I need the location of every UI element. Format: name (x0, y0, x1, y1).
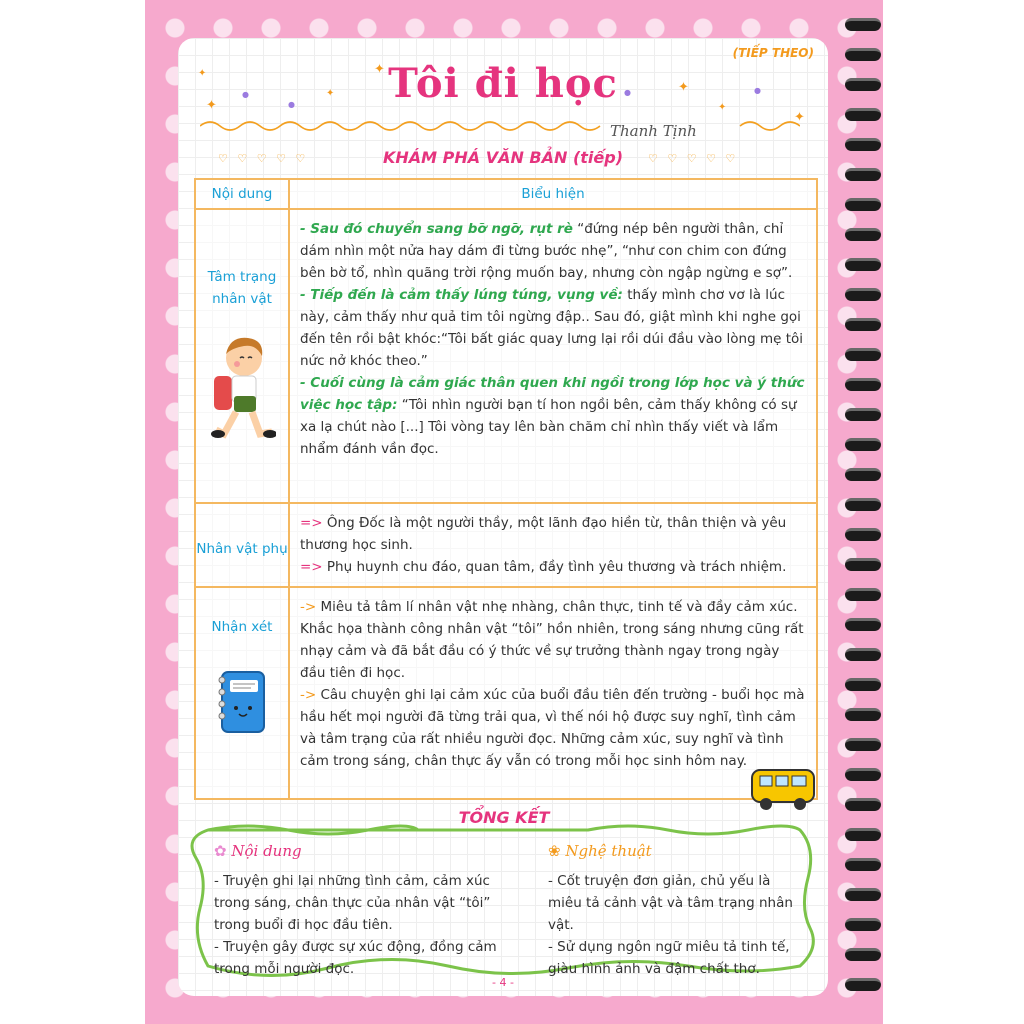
row-label: Nhân vật phụ (196, 541, 288, 557)
dot-icon: ● (624, 88, 631, 97)
dot-icon: ● (754, 86, 761, 95)
summary-line: - Cốt truyện đơn giản, chủ yếu là miêu tả cảnh vật và tâm trạng nhân vật. (548, 873, 793, 933)
binding-ring (845, 48, 881, 61)
art-text (548, 870, 798, 980)
binding-ring (845, 408, 881, 421)
paragraph-lead: - Cuối cùng là cảm giác thân quen khi ngồi trong lớp học và ý thức việc học tập: (300, 375, 805, 413)
paragraph-text: Ông Đốc là một người thầy, một lãnh đạo hiền từ, thân thiện và yêu thương học sinh. (300, 515, 787, 553)
paragraph-lead: - Tiếp đến là cảm thấy lúng túng, vụng về: (300, 287, 623, 303)
column-header: Biểu hiện (289, 179, 817, 209)
schoolboy-illustration (210, 330, 276, 450)
content-heading-label: Nội dung (231, 842, 302, 860)
paragraph-lead: -> (300, 687, 317, 703)
paragraph-text: “đứng nép bên người thân, chỉ dám nhìn một nửa hay dám đi từng bước nhẹ”, “như con chim con đứng bên bờ tổ, nhìn quãng trời rộng muốn bay, nhưng còn ngập ngừng e sợ”. (300, 221, 793, 281)
row-content-cell (289, 503, 817, 587)
squiggle-divider (200, 118, 800, 134)
content-paragraph (300, 284, 808, 372)
content-paragraph (300, 372, 808, 460)
binding-ring (845, 978, 881, 991)
summary-line: - Truyện gây được sự xúc động, đồng cảm trong mỗi người đọc. (214, 939, 497, 977)
dot-icon: ● (288, 100, 295, 109)
row-content-cell (289, 209, 817, 503)
binding-ring (845, 168, 881, 181)
table-row (195, 503, 817, 587)
binding-ring (845, 498, 881, 511)
binding-ring (845, 288, 881, 301)
section-title: KHÁM PHÁ VĂN BẢN (tiếp) (382, 148, 624, 167)
paragraph-text: Miêu tả tâm lí nhân vật nhẹ nhàng, chân thực, tinh tế và đầy cảm xúc. Khắc họa thành công nhân vật “tôi” hồn nhiên, trong sáng nhưng cũng rất nhạy cảm và đã bắt đầu có ý thức về sự trưởng thành ngay trong ngày đầu tiên đi học. (300, 599, 804, 681)
binding-ring (845, 768, 881, 781)
hearts-decoration-right: ♡ ♡ ♡ ♡ ♡ (648, 152, 739, 165)
binding-ring (845, 438, 881, 451)
author-name: Thanh Tịnh (610, 122, 697, 140)
summary-line: - Truyện ghi lại những tình cảm, cảm xúc trong sáng, chân thực của nhân vật “tôi” trong buổi đi học đầu tiên. (214, 873, 491, 933)
hearts-decoration-left: ♡ ♡ ♡ ♡ ♡ (218, 152, 309, 165)
sparkle-icon: ✦ (326, 88, 335, 99)
binding-ring (845, 198, 881, 211)
content-text (214, 870, 504, 980)
page-number: - 4 - (492, 976, 514, 989)
binding-ring (845, 648, 881, 661)
binding-ring (845, 138, 881, 151)
row-label-cell (195, 503, 289, 587)
summary-box (188, 808, 820, 986)
flower-icon: ✿ (214, 842, 227, 860)
content-table (194, 178, 818, 800)
row-label: Tâm trạng nhân vật (207, 269, 277, 307)
binding-ring (845, 828, 881, 841)
paragraph-text: Phụ huynh chu đáo, quan tâm, đầy tình yêu thương và trách nhiệm. (322, 559, 787, 575)
content-paragraph (300, 556, 808, 578)
school-bus-illustration (750, 766, 818, 812)
binding-ring (845, 348, 881, 361)
sparkle-icon: ✦ (678, 80, 689, 95)
binding-ring (845, 588, 881, 601)
row-label: Nhận xét (211, 619, 273, 635)
binding-ring (845, 108, 881, 121)
summary-line: - Sử dụng ngôn ngữ miêu tả tinh tế, giàu hình ảnh và đậm chất thơ. (548, 939, 790, 977)
paragraph-text: Câu chuyện ghi lại cảm xúc của buổi đầu tiên đến trường - buổi học mà hầu hết mọi người đã từng trải qua, vì thế nói hộ được suy nghĩ, tình cảm và tâm trạng của rất nhiều người đọc. Những cảm xúc, suy nghĩ và tình cảm trong sáng, chân thực ấy vẫn có trong mỗi học sinh hôm nay. (300, 687, 805, 769)
binding-ring (845, 798, 881, 811)
binding-ring (845, 78, 881, 91)
row-label-cell (195, 587, 289, 799)
art-heading-label: Nghệ thuật (565, 842, 652, 860)
binding-ring (845, 528, 881, 541)
table-header-row (195, 179, 817, 209)
row-label-cell (195, 209, 289, 503)
binding-ring (845, 228, 881, 241)
content-paragraph (300, 218, 808, 284)
notebook-illustration (216, 668, 268, 736)
paragraph-text: “Tôi nhìn người bạn tí hon ngồi bên, cảm thấy không có sự xa lạ chút nào [...] Tôi vòng tay lên bàn chăm chỉ nhìn thấy viết và lẩm nhẩm đánh vần đọc. (300, 397, 797, 457)
notebook-page (178, 38, 828, 996)
paragraph-lead: -> (300, 599, 317, 615)
summary-art-column (548, 842, 798, 980)
sparkle-icon: ✦ (794, 110, 805, 125)
art-heading (548, 842, 798, 860)
sparkle-icon: ✦ (718, 102, 727, 113)
binding-ring (845, 378, 881, 391)
binding-ring (845, 678, 881, 691)
sparkle-icon: ✦ (374, 62, 385, 77)
tulip-icon: ❀ (548, 842, 561, 860)
sparkle-icon: ✦ (206, 98, 217, 113)
page-title: Tôi đi học (388, 60, 618, 107)
dot-icon: ● (242, 90, 249, 99)
binding-ring (845, 948, 881, 961)
summary-content-column (214, 842, 504, 980)
paragraph-lead: - Sau đó chuyển sang bỡ ngỡ, rụt rè (300, 221, 573, 237)
content-paragraph (300, 596, 808, 684)
binding-ring (845, 618, 881, 631)
column-header: Nội dung (195, 179, 289, 209)
paragraph-lead: => (300, 515, 323, 531)
binding-ring (845, 318, 881, 331)
continued-label: (TIẾP THEO) (732, 46, 814, 60)
binding-ring (845, 18, 881, 31)
content-paragraph (300, 684, 808, 772)
binding-ring (845, 888, 881, 901)
table-row (195, 209, 817, 503)
binding-ring (845, 918, 881, 931)
binding-ring (845, 858, 881, 871)
row-content-cell (289, 587, 817, 799)
binding-ring (845, 258, 881, 271)
content-heading (214, 842, 504, 860)
binding-ring (845, 558, 881, 571)
spiral-binding (845, 18, 885, 1008)
paragraph-text: thấy mình chơ vơ là lúc này, cảm thấy như quả tim tôi ngừng đập.. Sau đó, giật mình khi nghe gọi đến tên rồi bật khóc:“Tôi bất giác quay lưng lại rồi dúi đầu vào lòng mẹ tôi nức nở khóc theo.” (300, 287, 804, 369)
summary-title: TỔNG KẾT (458, 808, 550, 827)
table-row (195, 587, 817, 799)
binding-ring (845, 708, 881, 721)
binding-ring (845, 738, 881, 751)
binding-ring (845, 468, 881, 481)
sparkle-icon: ✦ (198, 68, 207, 79)
content-paragraph (300, 512, 808, 556)
paragraph-lead: => (300, 559, 323, 575)
